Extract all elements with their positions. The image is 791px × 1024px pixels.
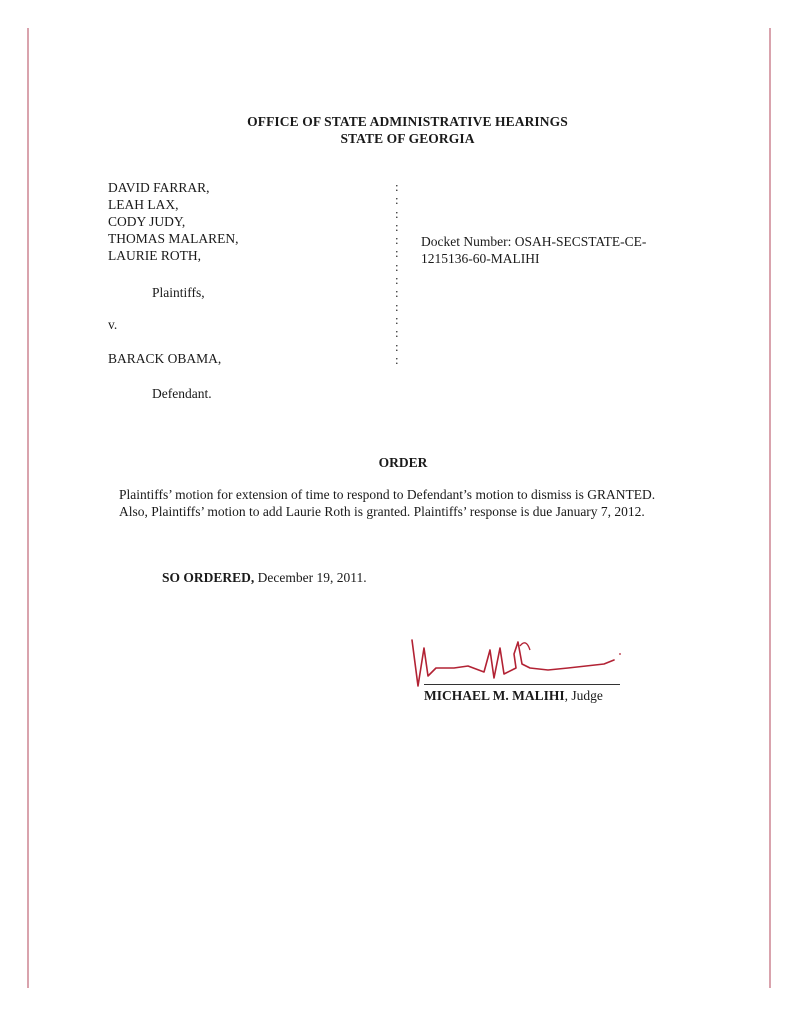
judge-signature-block <box>424 688 603 704</box>
signature-line <box>424 684 620 685</box>
order-body: Plaintiffs’ motion for extension of time to respond to Defendant’s motion to dismiss is GRANTED. Also, Plaintiffs’ motion to add Laurie Roth is granted. Plaintiffs’ response is due January 7, 2012. <box>119 487 656 519</box>
defendant-name: BARACK OBAMA, <box>108 351 222 366</box>
versus-label: v. <box>108 317 118 332</box>
so-ordered-label: SO ORDERED, <box>162 570 255 585</box>
judge-name: MICHAEL M. MALIHI <box>424 688 565 703</box>
plaintiffs-label: Plaintiffs, <box>152 285 205 300</box>
docket-line: Docket Number: OSAH-SECSTATE-CE- <box>421 234 647 249</box>
so-ordered-line <box>162 570 367 586</box>
plaintiff-name: LAURIE ROTH, <box>108 248 201 263</box>
plaintiff-name: LEAH LAX, <box>108 197 179 212</box>
order-date: December 19, 2011. <box>254 570 367 585</box>
right-margin-rule <box>769 28 771 988</box>
judge-title: , Judge <box>564 688 603 703</box>
order-title: ORDER <box>378 455 428 470</box>
plaintiff-name: CODY JUDY, <box>108 214 186 229</box>
plaintiff-name: DAVID FARRAR, <box>108 180 210 195</box>
court-state: STATE OF GEORGIA <box>340 131 475 146</box>
defendant-label: Defendant. <box>152 386 212 401</box>
signature-icon <box>408 628 636 688</box>
docket-number <box>421 234 646 267</box>
left-margin-rule <box>27 28 29 988</box>
plaintiff-name: THOMAS MALAREN, <box>108 231 239 246</box>
caption-divider: : : : : : : : : : : : : : : <box>395 179 399 367</box>
court-name: OFFICE OF STATE ADMINISTRATIVE HEARINGS <box>247 114 568 129</box>
docket-line: 1215136-60-MALIHI <box>421 250 540 266</box>
